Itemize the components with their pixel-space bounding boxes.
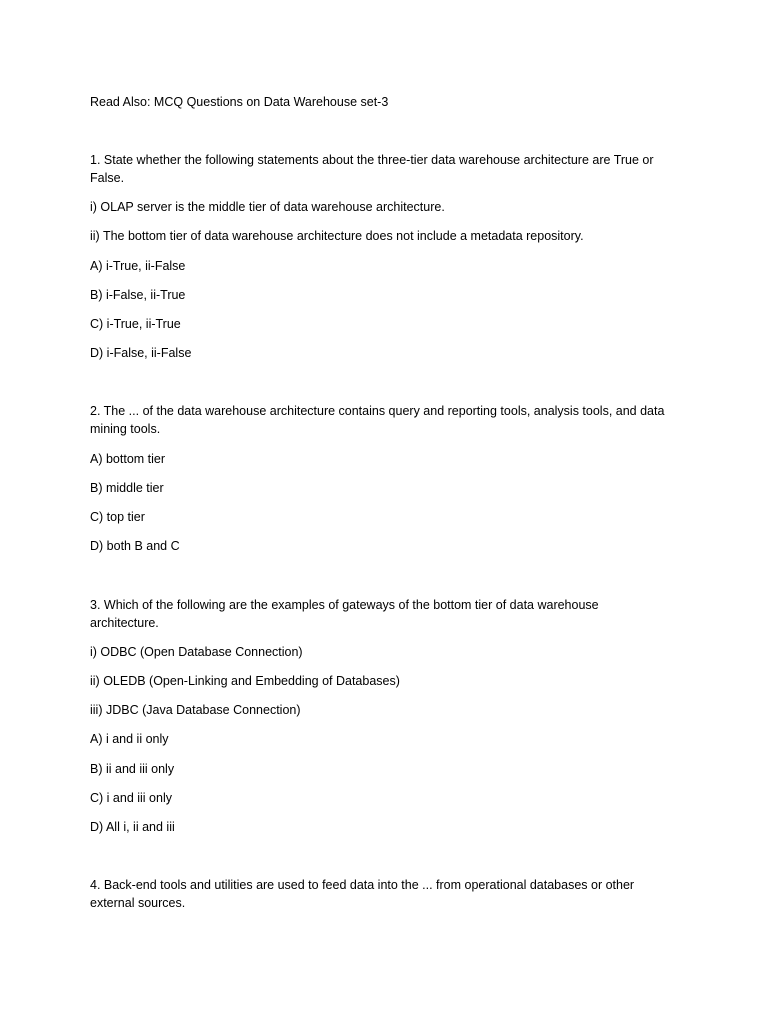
question-3-stem-line-1: 3. Which of the following are the examples of gateways of the bottom tier of data warehouse [90,598,599,612]
question-2-option-a: A) bottom tier [90,452,166,466]
question-2-option-b: B) middle tier [90,481,164,495]
question-1-option-c: C) i-True, ii-True [90,317,181,331]
read-also-line: Read Also: MCQ Questions on Data Warehouse set-3 [90,95,389,109]
question-2-stem-line-2: mining tools. [90,422,161,436]
question-1-option-d: D) i-False, ii-False [90,346,192,360]
question-3-statement-ii: ii) OLEDB (Open-Linking and Embedding of Databases) [90,674,400,688]
question-4-stem-line-2: external sources. [90,896,186,910]
question-1-stem-line-2: False. [90,171,125,185]
question-2-stem-line-1: 2. The ... of the data warehouse architecture contains query and reporting tools, analysis tools, and data [90,404,665,418]
question-1-statement-ii: ii) The bottom tier of data warehouse architecture does not include a metadata repository. [90,229,584,243]
question-1-option-b: B) i-False, ii-True [90,288,186,302]
question-3-stem-line-2: architecture. [90,616,159,630]
question-1-option-a: A) i-True, ii-False [90,259,186,273]
question-3-option-a: A) i and ii only [90,732,169,746]
question-3-option-b: B) ii and iii only [90,762,175,776]
question-4-stem-line-1: 4. Back-end tools and utilities are used to feed data into the ... from operational databases or other [90,878,635,892]
question-3-option-d: D) All i, ii and iii [90,820,175,834]
question-3-statement-iii: iii) JDBC (Java Database Connection) [90,703,301,717]
question-2-option-d: D) both B and C [90,539,180,553]
question-3-option-c: C) i and iii only [90,791,172,805]
question-1-statement-i: i) OLAP server is the middle tier of data warehouse architecture. [90,200,445,214]
question-3-statement-i: i) ODBC (Open Database Connection) [90,645,303,659]
question-2-option-c: C) top tier [90,510,145,524]
question-1-stem-line-1: 1. State whether the following statements about the three-tier data warehouse architecture are True or [90,153,654,167]
